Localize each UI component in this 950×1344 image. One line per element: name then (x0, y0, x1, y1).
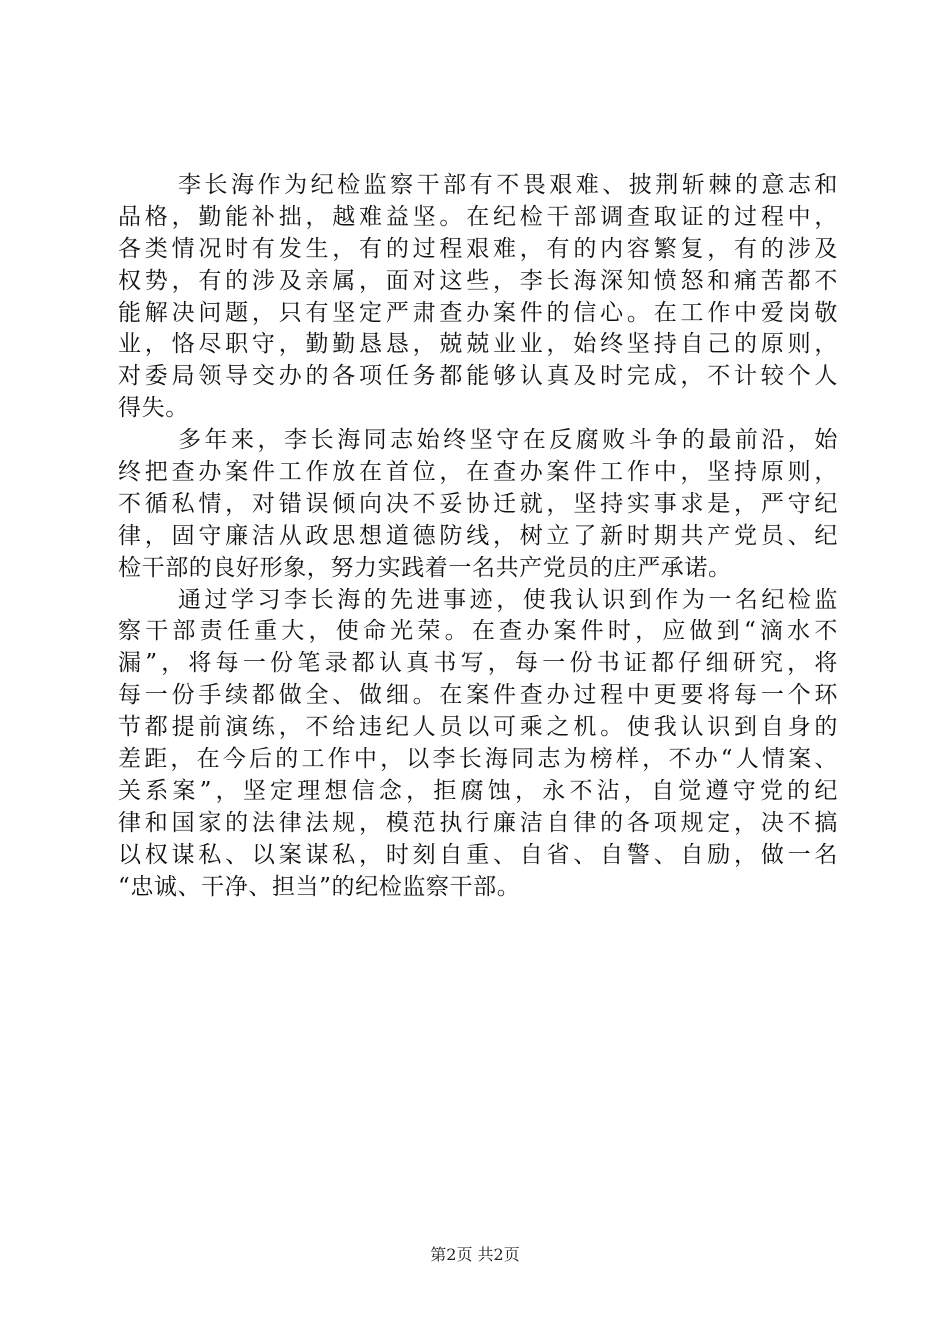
text-line: 李长海作为纪检监察干部有不畏艰难、披荆斩棘的意志和 (178, 172, 838, 198)
paragraph-3 (118, 585, 838, 904)
paragraph-1 (118, 170, 838, 425)
text-line: 通过学习李长海的先进事迹，使我认识到作为一名纪检监 (178, 586, 838, 613)
text-line: 以权谋私、以案谋私，时刻自重、自省、自警、自励，做一名 (118, 841, 838, 868)
text-line: 各类情况时有发生，有的过程艰难，有的内容繁复，有的涉及 (118, 235, 838, 262)
text-line: 业，恪尽职守，勤勤恳恳，兢兢业业，始终坚持自己的原则， (118, 331, 838, 358)
text-line: 节都提前演练，不给违纪人员以可乘之机。使我认识到自身的 (118, 714, 838, 741)
text-line: 对委局领导交办的各项任务都能够认真及时完成，不计较个人 (118, 363, 838, 390)
text-line: 每一份手续都做全、做细。在案件查办过程中更要将每一个环 (118, 682, 838, 709)
text-line: “忠诚、干净、担当”的纪检监察干部。 (118, 873, 521, 900)
text-line: 多年来，李长海同志始终坚守在反腐败斗争的最前沿，始 (178, 427, 838, 454)
text-line: 终把查办案件工作放在首位，在查办案件工作中，坚持原则， (118, 459, 838, 486)
body-text (118, 170, 838, 903)
page-footer (0, 1244, 950, 1266)
text-line: 检干部的良好形象，努力实践着一名共产党员的庄严承诺。 (118, 554, 732, 581)
text-line: 律，固守廉洁从政思想道德防线，树立了新时期共产党员、纪 (118, 522, 838, 549)
paragraph-2 (118, 425, 838, 584)
text-line: 漏”，将每一份笔录都认真书写，每一份书证都仔细研究，将 (118, 650, 838, 677)
text-line: 律和国家的法律法规，模范执行廉洁自律的各项规定，决不搞 (118, 809, 838, 836)
text-line: 得失。 (118, 395, 189, 422)
text-line: 品格，勤能补拙，越难益坚。在纪检干部调查取证的过程中， (118, 203, 838, 230)
text-line: 权势，有的涉及亲属，面对这些，李长海深知愤怒和痛苦都不 (118, 267, 838, 294)
page-number: 第2页 共2页 (430, 1245, 520, 1264)
text-line: 察干部责任重大，使命光荣。在查办案件时，应做到“滴水不 (118, 618, 838, 645)
text-line: 不循私情，对错误倾向决不妥协迁就，坚持实事求是，严守纪 (118, 490, 838, 517)
text-line: 能解决问题，只有坚定严肃查办案件的信心。在工作中爱岗敬 (118, 299, 838, 326)
text-line: 关系案”，坚定理想信念，拒腐蚀，永不沾，自觉遵守党的纪 (118, 777, 838, 804)
text-line: 差距，在今后的工作中，以李长海同志为榜样，不办“人情案、 (118, 746, 838, 773)
